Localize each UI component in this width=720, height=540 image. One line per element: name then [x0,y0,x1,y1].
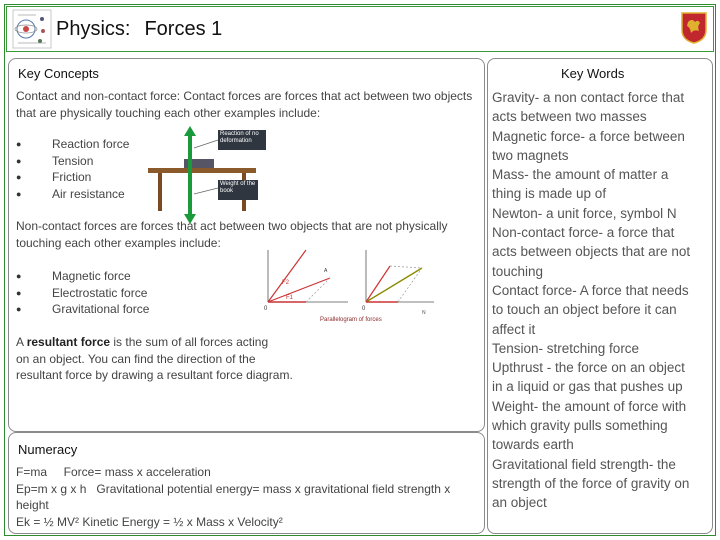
key-word-line: Gravity- a non contact force that [492,90,685,105]
key-word-line: touching [492,263,544,279]
contact-intro-line1: Contact and non-contact force: Contact forces are forces that act between two objects [16,89,473,103]
parallelogram-of-forces-diagram [262,244,438,326]
numeracy-heading: Numeracy [18,442,78,457]
contact-intro-line2: that are physically touching each other examples include: [16,105,321,120]
svg-text:0: 0 [264,306,268,312]
svg-text:A: A [324,268,328,274]
key-word-line: strength of the force of gravity on [492,475,690,491]
key-word-line: acts between objects that are not [492,244,691,260]
diagram2-caption: Parallelogram of forces [320,317,382,323]
table-top [148,168,256,173]
svg-text:F1: F1 [286,295,294,301]
key-word-line: Upthrust - the force on an object [492,360,685,376]
key-word-line: Magnetic force- a force between [492,128,685,144]
resultant-line1 [16,334,316,351]
weight-label: Weight of the book [220,181,256,194]
list-item: ● Magnetic force [16,268,149,285]
formula-force: F=ma Force= mass x acceleration [16,465,211,479]
key-word-line: an object [492,495,547,511]
list-item: ● Air resistance [16,186,129,203]
topic-label: Forces 1 [144,18,223,40]
formula-gpe: Ep=m x g x h Gravitational potential energy= mass x gravitational field strength x [16,481,451,496]
key-word-line: affect it [492,321,536,337]
key-word-line: Tension- stretching force [492,340,640,356]
key-word-line: to touch an object before it can [492,302,677,318]
contact-examples-list [16,136,129,202]
resultant-line2: on an object. You can find the direction of the [16,351,256,366]
resultant-pre: A [16,335,27,349]
key-word-line: Weight- the amount of force with [492,398,687,414]
key-word-line: acts between two masses [492,109,647,125]
svg-text:0: 0 [362,306,366,312]
contact-intro-text [16,88,484,121]
key-word-line: towards earth [492,437,574,453]
noncontact-intro-line2: touching each other examples include: [16,235,221,250]
key-word-line: Newton- a unit force, symbol N [492,205,677,221]
formula-ke: Ek = ½ MV² Kinetic Energy = ½ x Mass x Velocity² [16,514,283,529]
key-concepts-heading: Key Concepts [18,66,99,81]
resultant-force-text [16,334,316,384]
table-leg [158,173,162,211]
svg-text:N: N [422,310,426,316]
svg-text:F2: F2 [282,280,290,286]
noncontact-examples-list [16,268,149,318]
list-item: ● Gravitational force [16,301,149,318]
reaction-label: Reaction of no deformation [220,131,259,144]
formula-gpe-cont: height [16,498,49,512]
key-word-line: in a liquid or gas that pushes up [492,379,683,395]
list-item: ● Tension [16,153,129,170]
list-item: ● Friction [16,169,129,186]
list-item: ● Reaction force [16,136,129,153]
key-word-line: Non-contact force- a force that [492,225,675,241]
key-words-heading: Key Words [561,66,625,81]
key-word-line: Contact force- A force that needs [492,282,689,298]
numeracy-formulas [16,464,482,530]
science-logo-icon [12,9,52,49]
resultant-post: is the sum of all forces acting [110,335,269,349]
school-crest-icon [681,12,707,44]
key-words-list [492,88,706,513]
diagram-right [362,250,434,316]
key-word-line: two magnets [492,147,569,163]
noncontact-intro-line1: Non-contact forces are forces that act between two objects that are not physically [16,219,448,233]
key-word-line: thing is made up of [492,186,607,202]
resultant-line3: resultant force by drawing a resultant force diagram. [16,368,293,382]
subject-label: Physics: [56,18,131,40]
resultant-bold-term: resultant force [26,335,111,349]
key-word-line: which gravity pulls something [492,418,668,434]
list-item: ● Electrostatic force [16,285,149,302]
arrow-up-head [184,126,196,136]
page-title [56,18,222,41]
diagram-left [264,250,348,312]
key-word-line: Gravitational field strength- the [492,456,676,472]
key-word-line: Mass- the amount of matter a [492,167,669,183]
